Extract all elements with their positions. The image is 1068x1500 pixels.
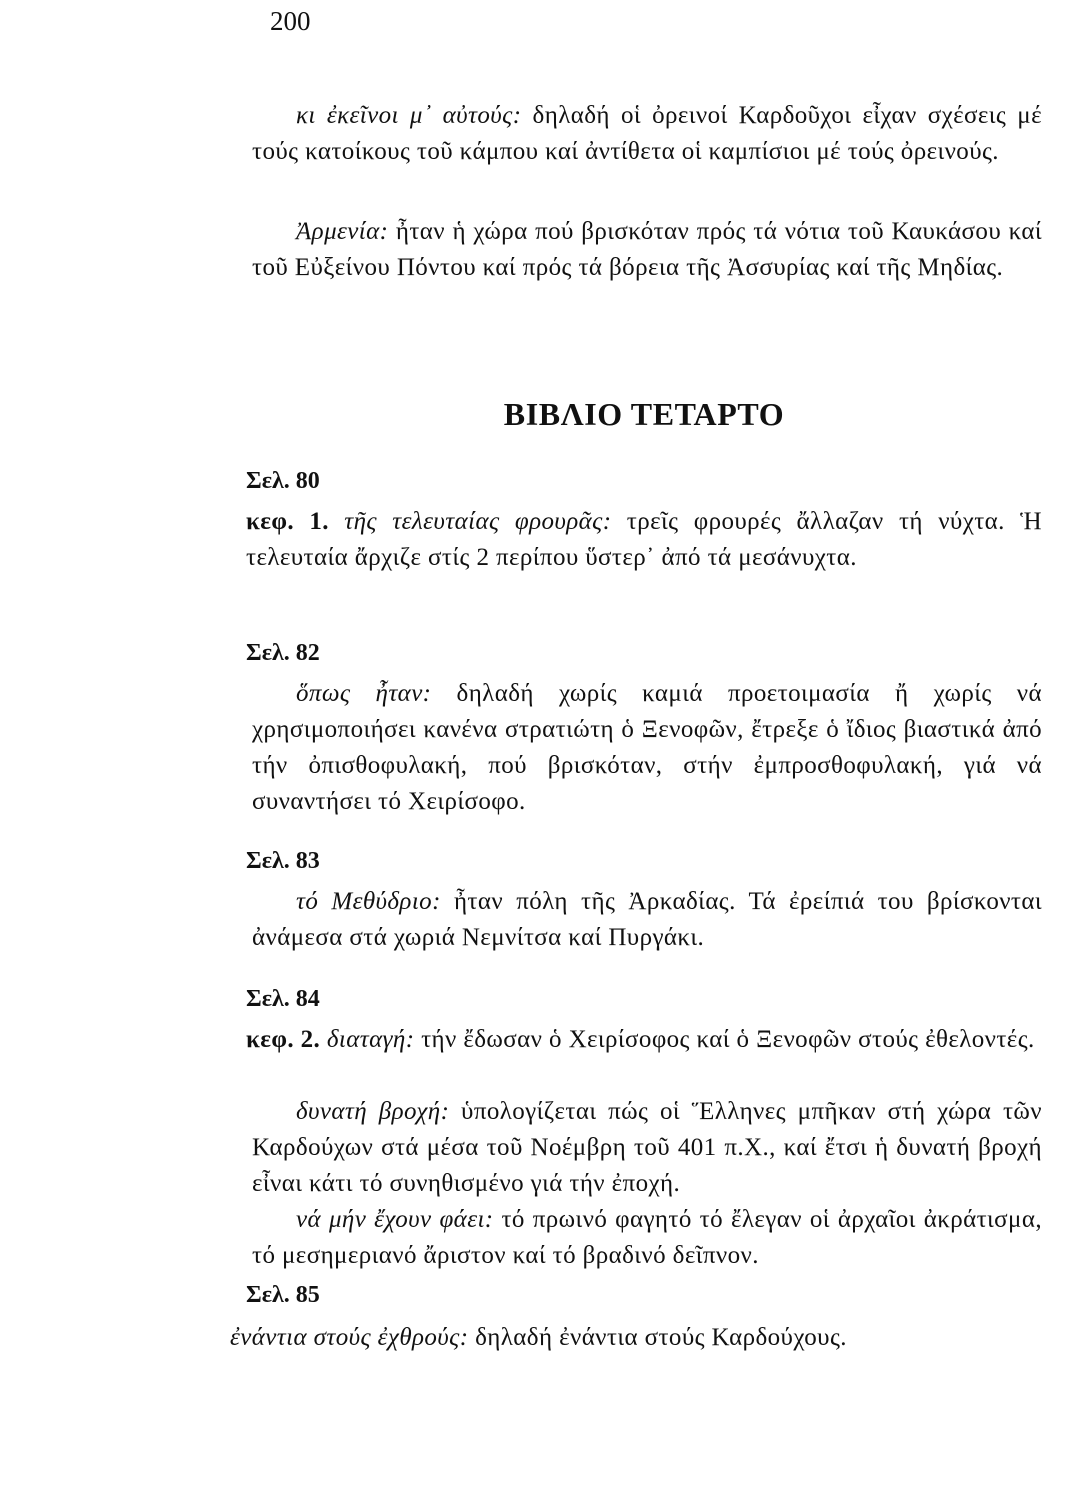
- note-paragraph: [252, 98, 1042, 170]
- note-paragraph: [252, 1094, 1042, 1202]
- page-reference: Σελ. 80: [246, 468, 320, 494]
- note-text: ὑπολογίζεται πώς οἱ Ἕλληνες μπῆκαν στή χώρα τῶν Καρδούχων στά μέσα τοῦ Νοέμβρη τοῦ 401 π.Χ., καί ἔτσι ἡ δυνατή βροχή εἶναι κάτι τό συνηθισμένο γιά τήν ἐποχή.: [252, 1098, 1042, 1197]
- note-paragraph: [246, 504, 1042, 576]
- note-text: τρεῖς φρουρές ἄλλαζαν τή νύχτα. Ἡ τελευταία ἄρχιζε στίς 2 περίπου ὕστερ᾽ ἀπό τά μεσάνυχτα.: [246, 508, 1043, 571]
- page-reference: Σελ. 83: [246, 848, 320, 874]
- note-text: τό πρωινό φαγητό τό ἔλεγαν οἱ ἀρχαῖοι ἀκράτισμα, τό μεσημεριανό ἄριστον καί τό βραδινό δεῖπνον.: [252, 1206, 1042, 1269]
- page-reference: Σελ. 82: [246, 640, 320, 666]
- page-reference: Σελ. 84: [246, 986, 320, 1012]
- note-paragraph: [246, 1022, 1042, 1058]
- note-paragraph: [252, 676, 1042, 820]
- chapter-label: κεφ. 2.: [246, 1026, 321, 1053]
- note-text: δηλαδή οἱ ὀρεινοί Καρδοῦχοι εἶχαν σχέσεις μέ τούς κατοίκους τοῦ κάμπου καί ἀντίθετα οἱ καμπίσιοι μέ τούς ὀρεινούς.: [252, 102, 1043, 165]
- note-term: ὅπως ἦταν:: [296, 680, 432, 707]
- note-term: τῆς τελευταίας φρουρᾶς:: [344, 508, 612, 535]
- note-term: ἐνάντια στούς ἐχθρούς:: [230, 1324, 469, 1351]
- note-term: Ἀρμενία:: [296, 218, 389, 245]
- note-text: ἦταν πόλη τῆς Ἀρκαδίας. Τά ἐρείπιά του βρίσκονται ἀνάμεσα στά χωριά Νεμνίτσα καί Πυργάκι.: [252, 888, 1042, 951]
- note-term: τό Μεθύδριο:: [296, 888, 441, 915]
- note-paragraph: [252, 1202, 1042, 1274]
- note-term: δυνατή βροχή:: [296, 1098, 450, 1125]
- note-term: κι ἐκεῖνοι μ᾽ αὐτούς:: [296, 102, 522, 129]
- note-term: διαταγή:: [326, 1026, 415, 1053]
- note-paragraph: [252, 214, 1042, 286]
- page-number: 200: [270, 6, 311, 36]
- note-text: δηλαδή ἐνάντια στούς Καρδούχους.: [475, 1324, 847, 1351]
- page-reference: Σελ. 85: [246, 1282, 320, 1308]
- note-paragraph: [252, 884, 1042, 956]
- note-text: τήν ἔδωσαν ὁ Χειρίσοφος καί ὁ Ξενοφῶν στούς ἐθελοντές.: [421, 1026, 1035, 1053]
- book-title: ΒΙΒΛΙΟ ΤΕΤΑΡΤΟ: [503, 396, 785, 432]
- note-text: δηλαδή χωρίς καμιά προετοιμασία ἤ χωρίς νά χρησιμοποιήσει κανένα στρατιώτη ὁ Ξενοφῶν, ἔτρεξε ὁ ἴδιος βιαστικά ἀπό τήν ὀπισθοφυλακή, πού βρισκόταν, στήν ἐμπροσθοφυλακή, γιά νά συναντήσει τό Χειρίσοφο.: [252, 680, 1042, 815]
- note-paragraph: [230, 1320, 1042, 1356]
- note-text: ἦταν ἡ χώρα πού βρισκόταν πρός τά νότια τοῦ Καυκάσου καί τοῦ Εὐξείνου Πόντου καί πρός τά βόρεια τῆς Ἀσσυρίας καί τῆς Μηδίας.: [252, 218, 1042, 281]
- note-term: νά μήν ἔχουν φάει:: [296, 1206, 494, 1233]
- chapter-label: κεφ. 1.: [246, 508, 329, 535]
